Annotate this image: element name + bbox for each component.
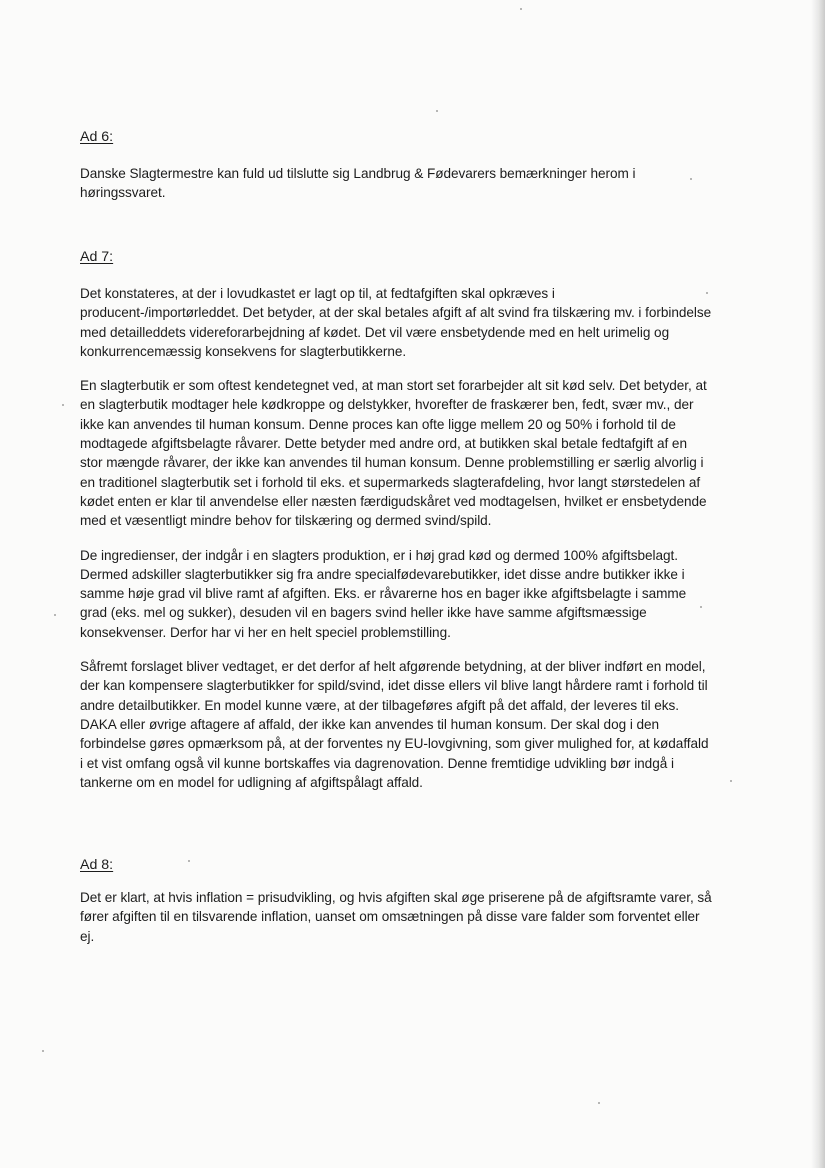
scan-speck xyxy=(54,614,56,616)
scan-speck xyxy=(690,178,692,180)
scan-speck xyxy=(598,1102,600,1104)
paragraph: Det er klart, at hvis inflation = prisudvikling, og hvis afgiften skal øge priserene på de afgiftsramte varer, så fører afgiften til en tilsvarende inflation, uanset om omsætningen på disse vare falder som forventet eller ej. xyxy=(80,890,712,944)
scan-speck xyxy=(700,606,702,608)
scan-speck xyxy=(520,8,522,10)
section-ad-6 xyxy=(80,128,712,203)
scan-speck xyxy=(436,110,438,112)
section-heading: Ad 8: xyxy=(80,857,114,873)
paragraph: Såfremt forslaget bliver vedtaget, er det derfor af helt afgørende betydning, at der bliver indført en model, der kan kompensere slagterbutikker for spild/svind, idet disse ellers vil blive langt hårdere ramt i forhold til andre detailbutikker. En model kunne være, at der tilbageføres afgift på det affald, der leveres til eks. DAKA eller øvrige aftagere af affald, der ikke kan anvendes til human konsum. Der skal dog i den forbindelse gøres opmærksom på, at der forventes ny EU-lovgivning, som giver mulighed for, at kødaffald i et vist omfang også vil kunne bortskaffes via dagrenovation. Denne fremtidige udvikling bør indgå i tankerne om en model for udligning af afgiftspålagt affald. xyxy=(80,659,709,790)
scan-speck xyxy=(706,292,708,294)
section-heading: Ad 6: xyxy=(80,129,114,145)
scan-speck xyxy=(42,1050,44,1052)
section-ad-7 xyxy=(80,248,712,792)
paragraph: De ingredienser, der indgår i en slagters produktion, er i høj grad kød og dermed 100% afgiftsbelagt. Dermed adskiller slagterbutikker sig fra andre specialfødevarebutikker, idet disse andre butikker ikke i samme høje grad vil blive ramt af afgiften. Eks. er råvarerne hos en bager ikke afgiftsbelagte i samme grad (eks. mel og sukker), desuden vil en bagers svind heller ikke have samme afgiftsmæssige konsekvenser. Derfor har vi her en helt speciel problemstilling. xyxy=(80,547,687,640)
scan-speck xyxy=(62,404,64,406)
section-ad-8 xyxy=(80,856,712,946)
section-heading: Ad 7: xyxy=(80,249,114,265)
paragraph: En slagterbutik er som oftest kendetegnet ved, at man stort set forarbejder alt sit kød selv. Det betyder, at en slagterbutik modtager hele kødkroppe og delstykker, hvorefter de fraskærer ben, fedt, svær mv., der ikke kan anvendes til human konsum. Denne proces kan ofte ligge mellem 20 og 50% i forhold til de modtagede afgiftsbelagte råvarer. Dette betyder med andre ord, at butikken skal betale fedtafgift af en stor mængde råvarer, der ikke kan anvendes til human konsum. Denne problemstilling er særlig alvorlig i en traditionel slagterbutik set i forhold til eks. et supermarkeds slagterafdeling, hvor langt størstedelen af kødet enten er klar til anvendelse eller næsten færdigudskåret ved modtagelsen, hvilket er ensbetydende med et væsentligt mindre behov for tilskæring og dermed svind/spild. xyxy=(80,378,707,529)
scan-shadow-edge xyxy=(811,0,825,1168)
scan-speck xyxy=(730,780,732,782)
paragraph: Danske Slagtermestre kan fuld ud tilslutte sig Landbrug & Fødevarers bemærkninger herom i høringssvaret. xyxy=(80,166,636,201)
paragraph: Det konstateres, at der i lovudkastet er lagt op til, at fedtafgiften skal opkræves i producent-/importørleddet. Det betyder, at der skal betales afgift af alt svind fra tilskæring mv. i forbindelse med detailleddets videreforarbejdning af kødet. Det vil være ensbetydende med en helt urimelig og konkurrencemæssig konsekvens for slagterbutikkerne. xyxy=(80,286,712,359)
scan-speck xyxy=(188,860,190,862)
